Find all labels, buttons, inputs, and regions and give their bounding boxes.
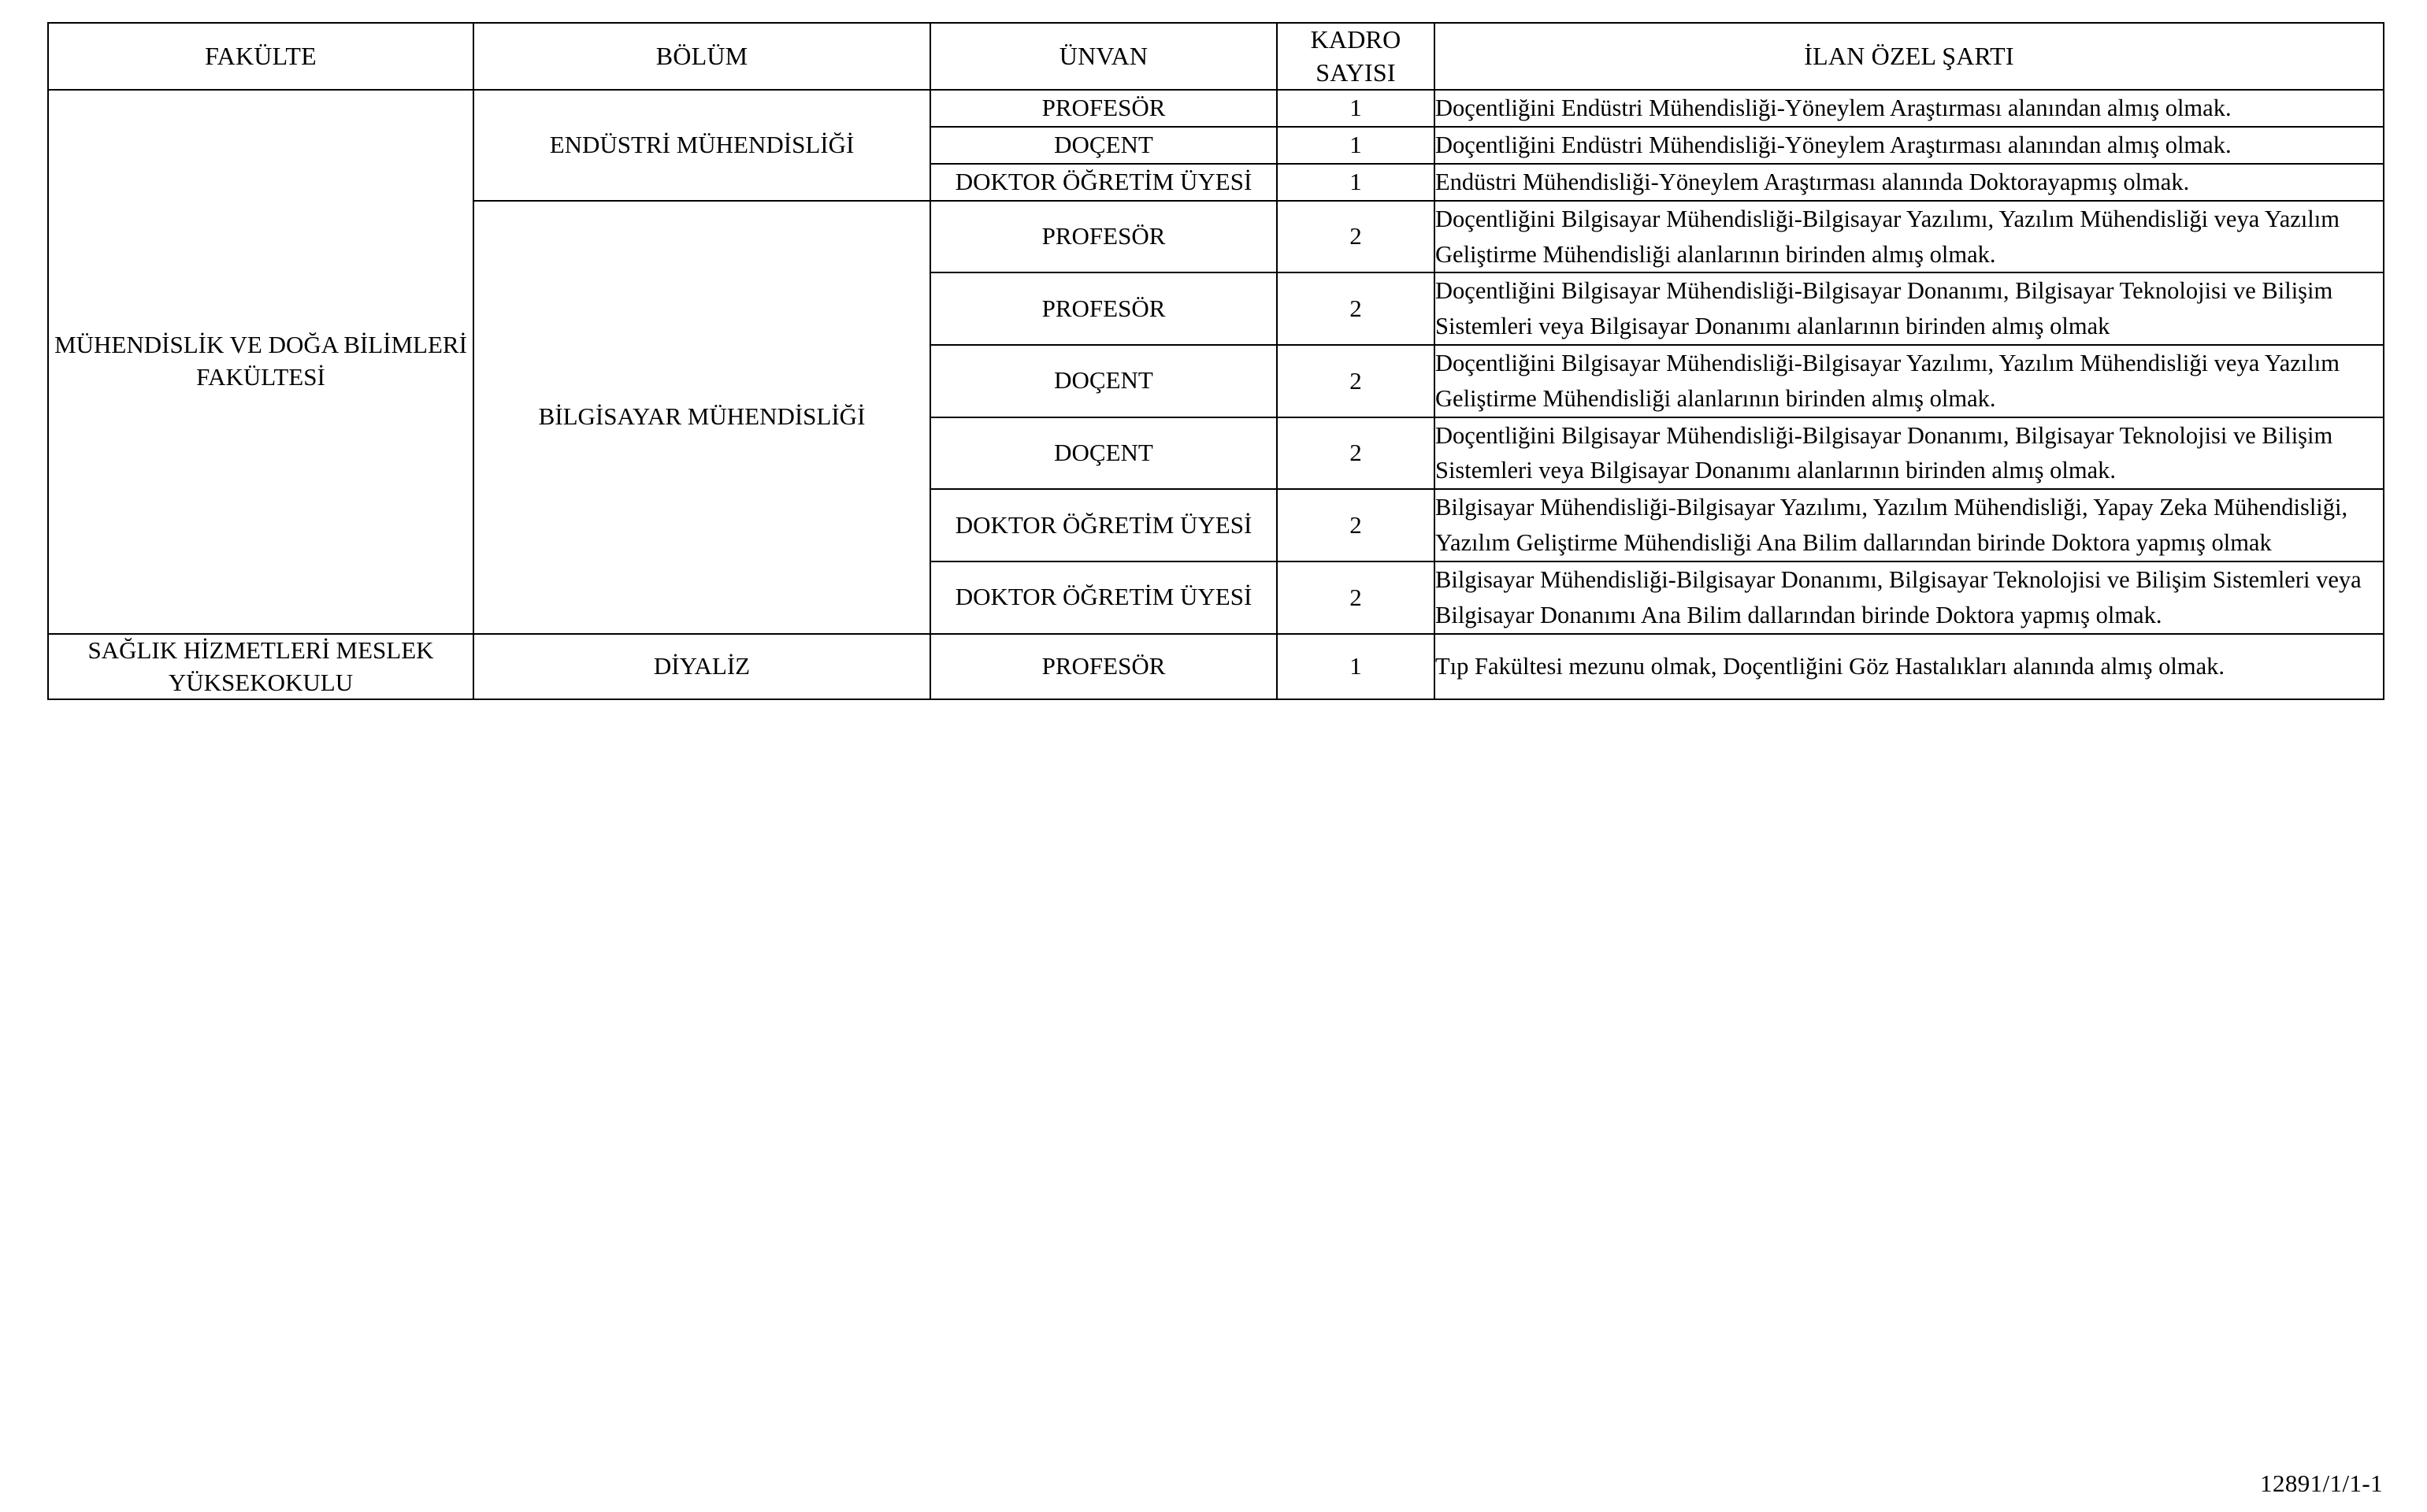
- title-cell: DOKTOR ÖĞRETİM ÜYESİ: [930, 489, 1277, 561]
- condition-cell: Doçentliğini Endüstri Mühendisliği-Yöneylem Araştırması alanından almış olmak.: [1434, 90, 2384, 127]
- table-row: [48, 90, 2384, 127]
- condition-cell: Tıp Fakültesi mezunu olmak, Doçentliğini Göz Hastalıkları alanında almış olmak.: [1434, 634, 2384, 700]
- quota-cell: 2: [1277, 272, 1434, 345]
- quota-cell: 1: [1277, 90, 1434, 127]
- column-header-unvan: ÜNVAN: [930, 23, 1277, 90]
- quota-cell: 2: [1277, 417, 1434, 490]
- quota-cell: 2: [1277, 201, 1434, 273]
- condition-cell: Doçentliğini Bilgisayar Mühendisliği-Bilgisayar Yazılımı, Yazılım Mühendisliği veya Yazılım Geliştirme Mühendisliği alanlarının birinden almış olmak.: [1434, 345, 2384, 417]
- title-cell: PROFESÖR: [930, 90, 1277, 127]
- department-cell-endustri: ENDÜSTRİ MÜHENDİSLİĞİ: [473, 90, 930, 200]
- table-row: [48, 634, 2384, 700]
- title-cell: PROFESÖR: [930, 272, 1277, 345]
- quota-cell: 1: [1277, 164, 1434, 201]
- title-cell: DOÇENT: [930, 417, 1277, 490]
- column-header-kadro-line2: SAYISI: [1316, 57, 1396, 87]
- faculty-cell-saglik: SAĞLIK HİZMETLERİ MESLEK YÜKSEKOKULU: [48, 634, 473, 700]
- quota-cell: 1: [1277, 127, 1434, 164]
- quota-cell: 2: [1277, 345, 1434, 417]
- condition-cell: Doçentliğini Bilgisayar Mühendisliği-Bilgisayar Donanımı, Bilgisayar Teknolojisi ve Bilişim Sistemleri veya Bilgisayar Donanımı alanlarının birinden almış olmak: [1434, 272, 2384, 345]
- condition-cell: Doçentliğini Bilgisayar Mühendisliği-Bilgisayar Donanımı, Bilgisayar Teknolojisi ve Bilişim Sistemleri veya Bilgisayar Donanımı alanlarının birinden almış olmak.: [1434, 417, 2384, 490]
- condition-cell: Bilgisayar Mühendisliği-Bilgisayar Yazılımı, Yazılım Mühendisliği, Yapay Zeka Mühendisliği, Yazılım Geliştirme Mühendisliği Ana Bilim dallarından birinde Doktora yapmış olmak: [1434, 489, 2384, 561]
- condition-cell: Doçentliğini Bilgisayar Mühendisliği-Bilgisayar Yazılımı, Yazılım Mühendisliği veya Yazılım Geliştirme Mühendisliği alanlarının birinden almış olmak.: [1434, 201, 2384, 273]
- column-header-fakulte: FAKÜLTE: [48, 23, 473, 90]
- column-header-kadro-line1: KADRO: [1310, 25, 1401, 54]
- condition-cell: Endüstri Mühendisliği-Yöneylem Araştırması alanında Doktorayapmış olmak.: [1434, 164, 2384, 201]
- title-cell: DOKTOR ÖĞRETİM ÜYESİ: [930, 164, 1277, 201]
- title-cell: PROFESÖR: [930, 634, 1277, 700]
- quota-cell: 1: [1277, 634, 1434, 700]
- column-header-ilan-ozel-sarti: İLAN ÖZEL ŞARTI: [1434, 23, 2384, 90]
- condition-cell: Doçentliğini Endüstri Mühendisliği-Yöneylem Araştırması alanından almış olmak.: [1434, 127, 2384, 164]
- faculty-cell-muhendislik: MÜHENDİSLİK VE DOĞA BİLİMLERİ FAKÜLTESİ: [48, 90, 473, 633]
- table-header-row: [48, 23, 2384, 90]
- quota-cell: 2: [1277, 489, 1434, 561]
- title-cell: DOKTOR ÖĞRETİM ÜYESİ: [930, 561, 1277, 634]
- column-header-kadro-sayisi: [1277, 23, 1434, 90]
- page-footer-code: 12891/1/1-1: [2260, 1469, 2383, 1497]
- academic-positions-table: [47, 22, 2384, 700]
- title-cell: DOÇENT: [930, 127, 1277, 164]
- column-header-bolum: BÖLÜM: [473, 23, 930, 90]
- department-cell-diyaliz: DİYALİZ: [473, 634, 930, 700]
- quota-cell: 2: [1277, 561, 1434, 634]
- title-cell: DOÇENT: [930, 345, 1277, 417]
- department-cell-bilgisayar: BİLGİSAYAR MÜHENDİSLİĞİ: [473, 201, 930, 634]
- condition-cell: Bilgisayar Mühendisliği-Bilgisayar Donanımı, Bilgisayar Teknolojisi ve Bilişim Sistemleri veya Bilgisayar Donanımı Ana Bilim dallarından birinde Doktora yapmış olmak.: [1434, 561, 2384, 634]
- title-cell: PROFESÖR: [930, 201, 1277, 273]
